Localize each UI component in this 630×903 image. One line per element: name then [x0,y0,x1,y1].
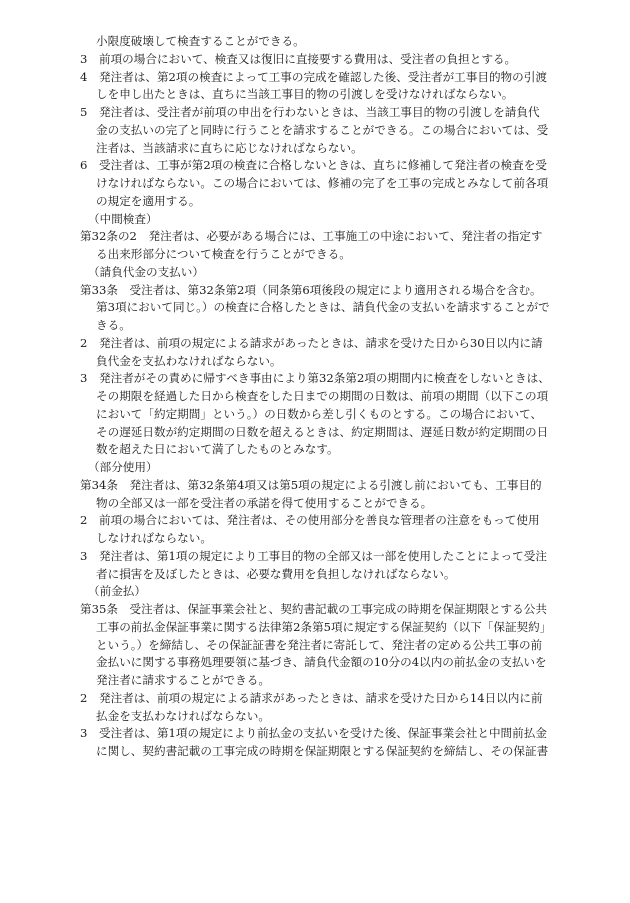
clause-33-3: 3 発注者がその責めに帰すべき事由により第32条第2項の期間内に検査をしないときは、その期限を経過した日から検査をした日までの期間の日数は、前項の期間（以下この項において「約定期間」という。）の日数から差し引くものとする。この場合において、その遅延日数が約定期間の日数を超えるときは、約定期間は、遅延日数が約定期間の日数を超えた日において満了したものとみなす。 [80,371,550,457]
paragraph-continuation: 小限度破壊して検査することができる。 [96,34,305,48]
clause-31-5: 5 発注者は、受注者が前項の申出を行わないときは、当該工事目的物の引渡しを請負代金の支払いの完了と同時に行うことを請求することができる。この場合においては、受注者は、当該請求に直ちに応じなければならない。 [80,105,549,155]
clause-34-2: 2 前項の場合においては、発注者は、その使用部分を善良な管理者の注意をもって使用しなければならない。 [80,513,540,545]
heading-interim-inspection: （中間検査） [88,211,158,226]
document-body [80,33,550,761]
heading-contract-payment: （請負代金の支払い） [88,264,204,279]
clause-35-3: 3 受注者は、第1項の規定により前払金の支払いを受けた後、保証事業会社と中間前払金に関し、契約書記載の工事完成の時期を保証期限とする保証契約を締結し、その保証書 [80,726,549,758]
clause-31-6: 6 受注者は、工事が第2項の検査に合格しないときは、直ちに修補して発注者の検査を受けなければならない。この場合においては、修補の完了を工事の完成とみなして前各項の規定を適用する。 [80,158,549,208]
clause-33-2: 2 発注者は、前項の規定による請求があったときは、請求を受けた日から30日以内に請負代金を支払わなければならない。 [80,335,543,368]
clause-31-3: 3 前項の場合において、検査又は復旧に直接要する費用は、受注者の負担とする。 [80,51,517,66]
clause-35-2: 2 発注者は、前項の規定による請求があったときは、請求を受けた日から14日以内に前払金を支払わなければならない。 [80,690,543,723]
clause-31-4: 4 発注者は、第2項の検査によって工事の完成を確認した後、受注者が工事目的物の引渡しを申し出たときは、直ちに当該工事目的物の引渡しを受けなければならない。 [80,69,547,102]
article-35: 第35条 受注者は、保証事業会社と、契約書記載の工事完成の時期を保証期限とする公共工事の前払金保証事業に関する法律第2条第5項に規定する保証契約（以下「保証契約」という。）を締結し、その保証証書を発注者に寄託して、発注者の定める公共工事の前金払いに関する事務処理要領に基づき、請負代金額の10分の4以内の前払金の支払いを発注者に請求することができる。 [80,602,547,687]
article-33: 第33条 受注者は、第32条第2項（同条第6項後段の規定により適用される場合を含む。第3項において同じ。）の検査に合格したときは、請負代金の支払いを請求することができる。 [80,282,550,332]
clause-34-3: 3 発注者は、第1項の規定により工事目的物の全部又は一部を使用したことによって受注者に損害を及ぼしたときは、必要な費用を負担しなければならない。 [80,548,547,581]
article-34: 第34条 発注者は、第32条第4項又は第5項の規定による引渡し前においても、工事目的物の全部又は一部を受注者の承諾を得て使用することができる。 [80,477,542,510]
heading-partial-use: （部分使用） [88,460,158,474]
heading-advance-payment: （前金払） [88,584,146,599]
article-32-2: 第32条の2 発注者は、必要がある場合には、工事施工の中途において、発注者の指定する出来形部分について検査を行うことができる。 [80,229,543,261]
